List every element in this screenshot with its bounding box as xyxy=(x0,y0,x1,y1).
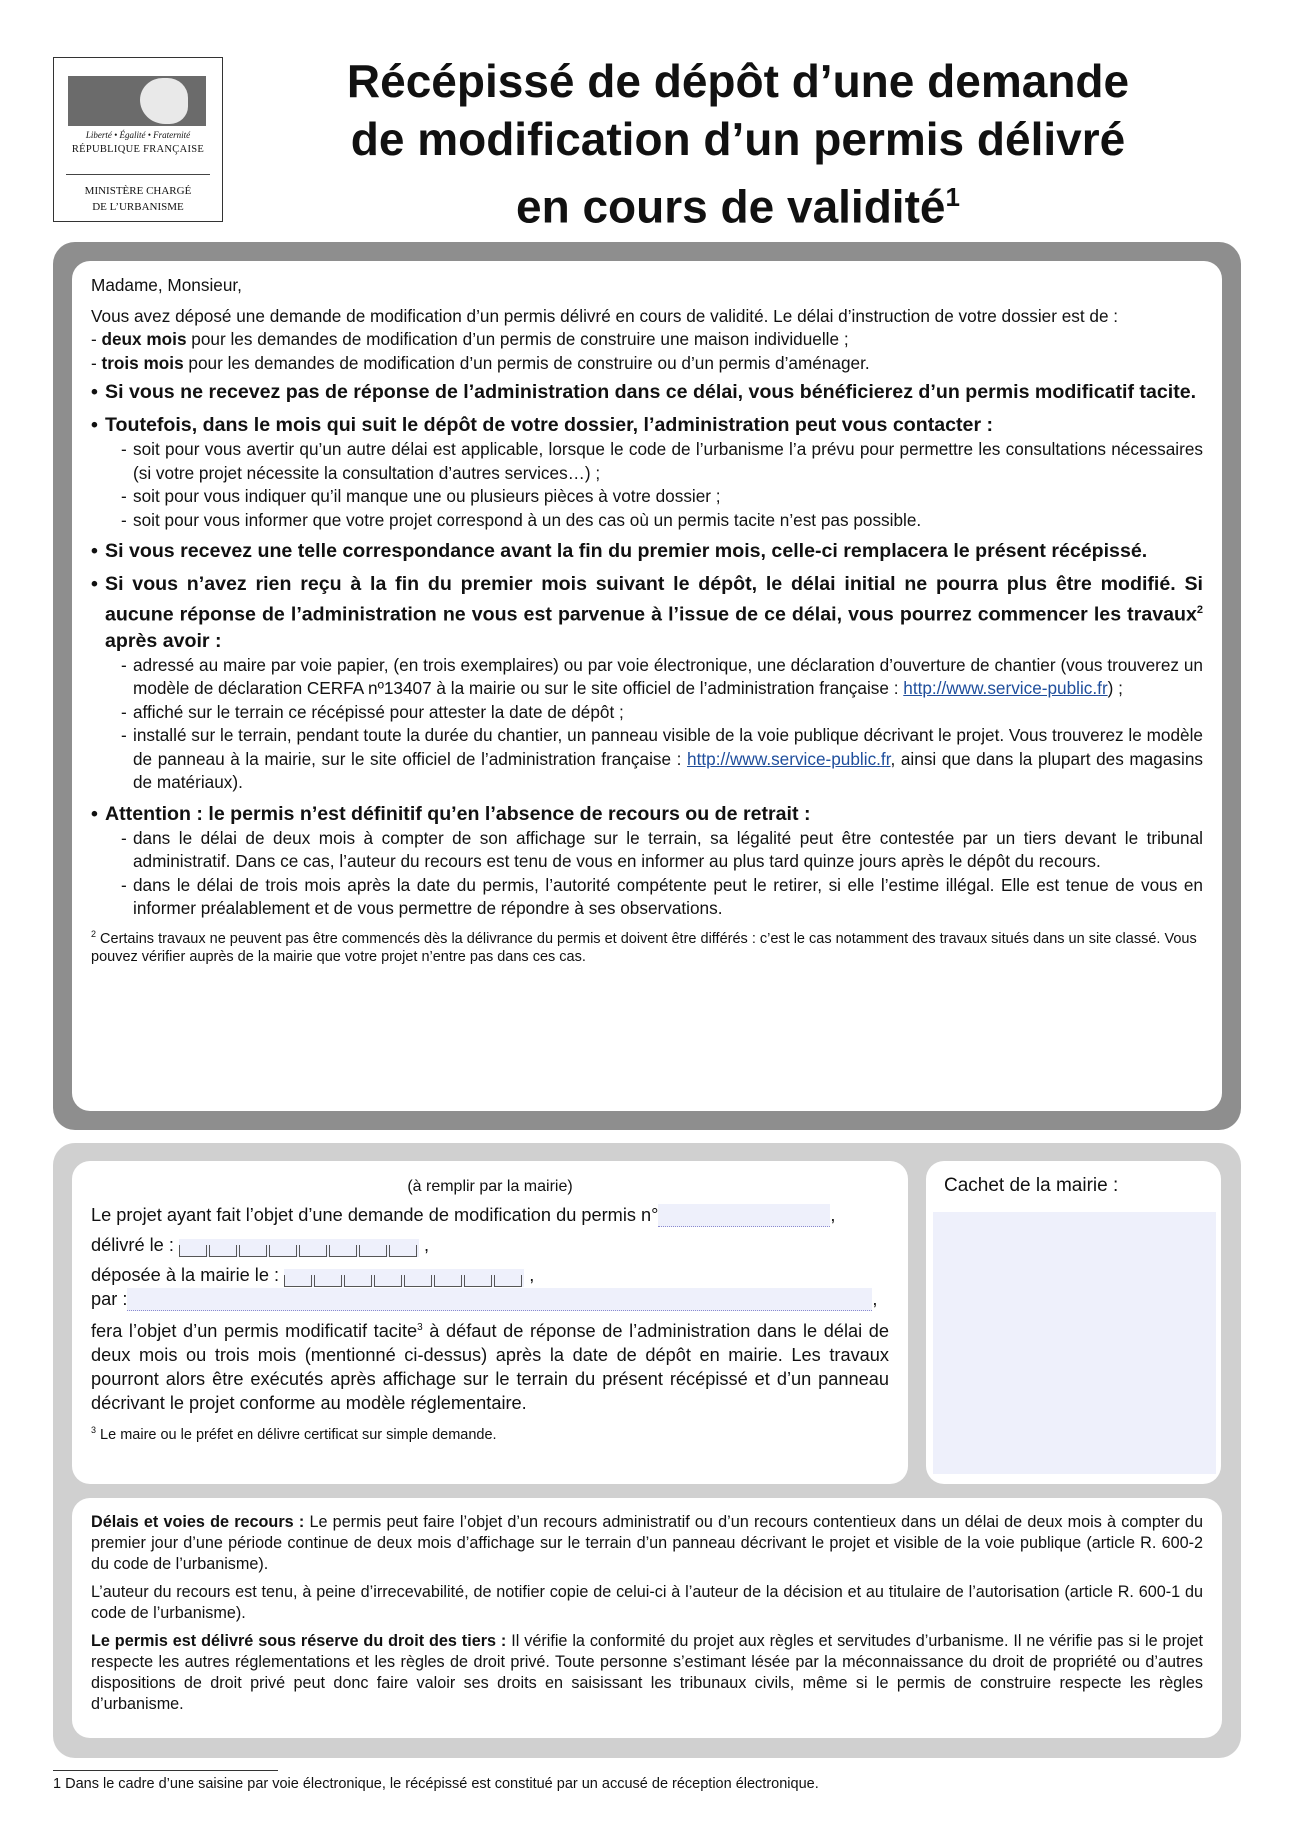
logo-republic: RÉPUBLIQUE FRANÇAISE xyxy=(71,144,205,155)
bullet-contact: • Toutefois, dans le mois qui suit le dépôt de votre dossier, l’administration peut vous contacter : xyxy=(91,414,994,436)
mairie-heading: (à remplir par la mairie) xyxy=(407,1178,573,1195)
travaux-item-2: - affiché sur le terrain ce récépissé pour attester la date de dépôt ; xyxy=(121,701,624,722)
footnote-1: 1 Dans le cadre d’une saisine par voie électronique, le récépissé est constitué par un accusé de réception électronique. xyxy=(53,1776,819,1792)
salutation: Madame, Monsieur, xyxy=(91,275,242,295)
service-public-link[interactable]: http://www.service-public.fr xyxy=(903,678,1108,699)
deposit-date-field[interactable] xyxy=(284,1269,524,1287)
delay-item-1: - deux mois pour les demandes de modification d’un permis de construire une maison individuelle ; xyxy=(91,329,849,349)
applicant-field[interactable] xyxy=(127,1288,872,1311)
contact-item-2: - soit pour vous indiquer qu’il manque une ou plusieurs pièces à votre dossier ; xyxy=(121,486,721,506)
cachet-area[interactable] xyxy=(933,1212,1216,1474)
bullet-correspondance: • Si vous recevez une telle correspondance avant la fin du premier mois, celle-ci remplacera le présent récépissé. xyxy=(91,540,1148,562)
logo-motto: Liberté • Égalité • Fraternité xyxy=(85,130,191,140)
deposit-date-line: déposée à la mairie le : , xyxy=(91,1265,535,1285)
attention-item-2: - dans le délai de trois mois après la date du permis, l’autorité compétente peut le retirer, si elle l’estime illégal. Elle est tenue de vous en informer préalablement et de vous permettre de répondre à ses observations. xyxy=(121,874,1203,919)
recours-p1: Délais et voies de recours : Le permis peut faire l’objet d’un recours administratif ou d’un recours contentieux dans un délai de deux mois à compter du premier jour d’une période continue de deux mois d’affichage sur le terrain d’un panneau décrivant le projet et visible de la voie publique (article R. 600-2 du code de l’urbanisme). xyxy=(91,1513,1203,1573)
cachet-label: Cachet de la mairie : xyxy=(944,1175,1119,1196)
contact-item-3: - soit pour vous informer que votre projet correspond à un des cas où un permis tacite n’est pas possible. xyxy=(121,509,922,530)
contact-item-1: - soit pour vous avertir qu’un autre délai est applicable, lorsque le code de l’urbanisme l’a prévu pour permettre les consultations nécessaires (si votre projet nécessite la consultation d’autres services…) ; xyxy=(121,439,1203,483)
permit-number-field[interactable] xyxy=(658,1204,830,1227)
notice-text xyxy=(91,274,1203,967)
footnote-2: $^2$ Certains travaux ne peuvent pas être commencés dès la délivrance du permis et doivent être différés : c’est le cas notamment des travaux situés dans un site classé. Vous pouvez vérifier auprès de la mairie que votre projet n’entre pas dans ces cas. xyxy=(91,928,1197,966)
page-title: Récépissé de dépôt d’une demande de modification d’un permis délivré en cours de validité$^1$ xyxy=(346,55,1130,233)
tacit-paragraph: fera l’objet d’un permis modificatif tacite$^3$ à défaut de réponse de l’administration dans le délai de deux mois ou trois mois (mentionné ci-dessus) après la date de dépôt en mairie. Les travaux pourront alors être exécutés après affichage sur le terrain du présent récépissé et d’un panneau décrivant le projet conforme au modèle réglementaire. xyxy=(91,1321,889,1414)
issue-date-line: délivré le : , xyxy=(91,1235,430,1255)
attention-item-1: - dans le délai de deux mois à compter de son affichage sur le terrain, sa légalité peut être contestée par un tiers devant le tribunal administratif. Dans ce cas, l’auteur du recours est tenu de vous en informer au plus tard quinze jours après le dépôt du recours. xyxy=(121,827,1203,872)
logo-ministry: MINISTÈRE CHARGÉ DE L’URBANISME xyxy=(84,185,192,213)
travaux-item-1: - adressé au maire par voie papier, (en trois exemplaires) ou par voie électronique, une déclaration d’ouverture de chantier (vous trouverez un modèle de déclaration CERFA nº13407 à la mairie ou sur le site officiel de l’administration française : http://www.service-public.fr) ; xyxy=(121,654,1203,699)
issue-date-field[interactable] xyxy=(179,1239,419,1257)
service-public-link[interactable]: http://www.service-public.fr xyxy=(687,748,891,769)
recours-text xyxy=(91,1512,1203,1722)
bullet-travaux: • Si vous n’avez rien reçu à la fin du premier mois suivant le dépôt, le délai initial ne pourra plus être modifié. Si aucune réponse de l’administration ne vous est parvenue à l’issue de ce délai, vous pourrez commencer les travaux$^2$ après avoir : xyxy=(91,573,1203,652)
delay-item-2: - trois mois pour les demandes de modification d’un permis de construire ou d’un permis d’aménager. xyxy=(91,352,870,373)
marianne-logo xyxy=(53,57,223,222)
footnote-3: $^3$ Le maire ou le préfet en délivre certificat sur simple demande. xyxy=(91,1425,497,1443)
recours-p2: L’auteur du recours est tenu, à peine d’irrecevabilité, de notifier copie de celui-ci à l’auteur de la décision et au titulaire de l’autorisation (article R. 600-1 du code de l’urbanisme). xyxy=(91,1583,1203,1622)
mairie-form xyxy=(91,1175,889,1447)
permit-number-line: Le projet ayant fait l’objet d’une demande de modification du permis n° , xyxy=(91,1205,836,1225)
recours-p3: Le permis est délivré sous réserve du droit des tiers : Il vérifie la conformité du projet aux règles et servitudes d’urbanisme. Il ne vérifie pas si le projet respecte les autres réglementations et les règles de droit privé. Toute personne s’estimant lésée par la méconnaissance du droit de propriété ou d’autres dispositions de droit privé peut donc faire valoir ses droits en saisissant les tribunaux civils, même si le permis de construire respecte les règles d’urbanisme. xyxy=(91,1632,1203,1713)
bullet-attention: • Attention : le permis n’est définitif qu’en l’absence de recours ou de retrait : xyxy=(91,802,811,825)
intro: Vous avez déposé une demande de modification d’un permis délivré en cours de validité. Le délai d’instruction de votre dossier est de : xyxy=(91,305,1119,326)
marianne-icon xyxy=(68,76,206,126)
travaux-item-3: - installé sur le terrain, pendant toute la durée du chantier, un panneau visible de la voie publique décrivant le projet. Vous trouverez le modèle de panneau à la mairie, sur le site officiel de l’administration française : http://www.service-public.fr, ainsi que dans la plupart des magasins de matériaux). xyxy=(121,725,1203,793)
applicant-line: par : , xyxy=(91,1289,878,1309)
bullet-tacit: • Si vous ne recevez pas de réponse de l’administration dans ce délai, vous bénéficierez d’un permis modificatif tacite. xyxy=(91,381,1197,403)
